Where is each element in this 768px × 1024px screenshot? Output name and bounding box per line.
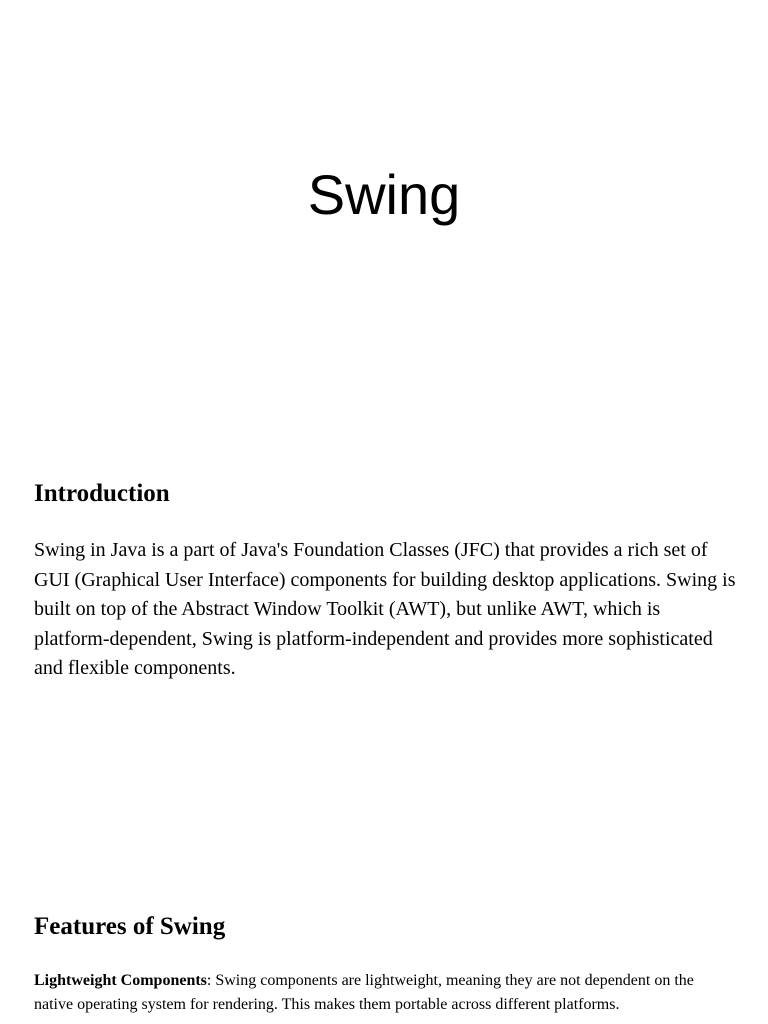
feature-item-lightweight-components — [34, 969, 734, 1017]
feature-description: : Swing components are lightweight, meaning they are not dependent on the native operating system for rendering. This makes them portable across different platforms. — [34, 972, 694, 1013]
features-heading: Features of Swing — [34, 913, 226, 940]
page-title: Swing — [307, 163, 461, 226]
feature-term: Lightweight Components — [34, 972, 207, 989]
introduction-heading: Introduction — [34, 480, 170, 507]
introduction-paragraph: Swing in Java is a part of Java's Foundation Classes (JFC) that provides a rich set of GUI (Graphical User Interface) components for building desktop applications. Swing is built on top of the Abstract Window Toolkit (AWT), but unlike AWT, which is platform-dependent, Swing is platform-independent and provides more sophisticated and flexible components. — [34, 539, 736, 679]
